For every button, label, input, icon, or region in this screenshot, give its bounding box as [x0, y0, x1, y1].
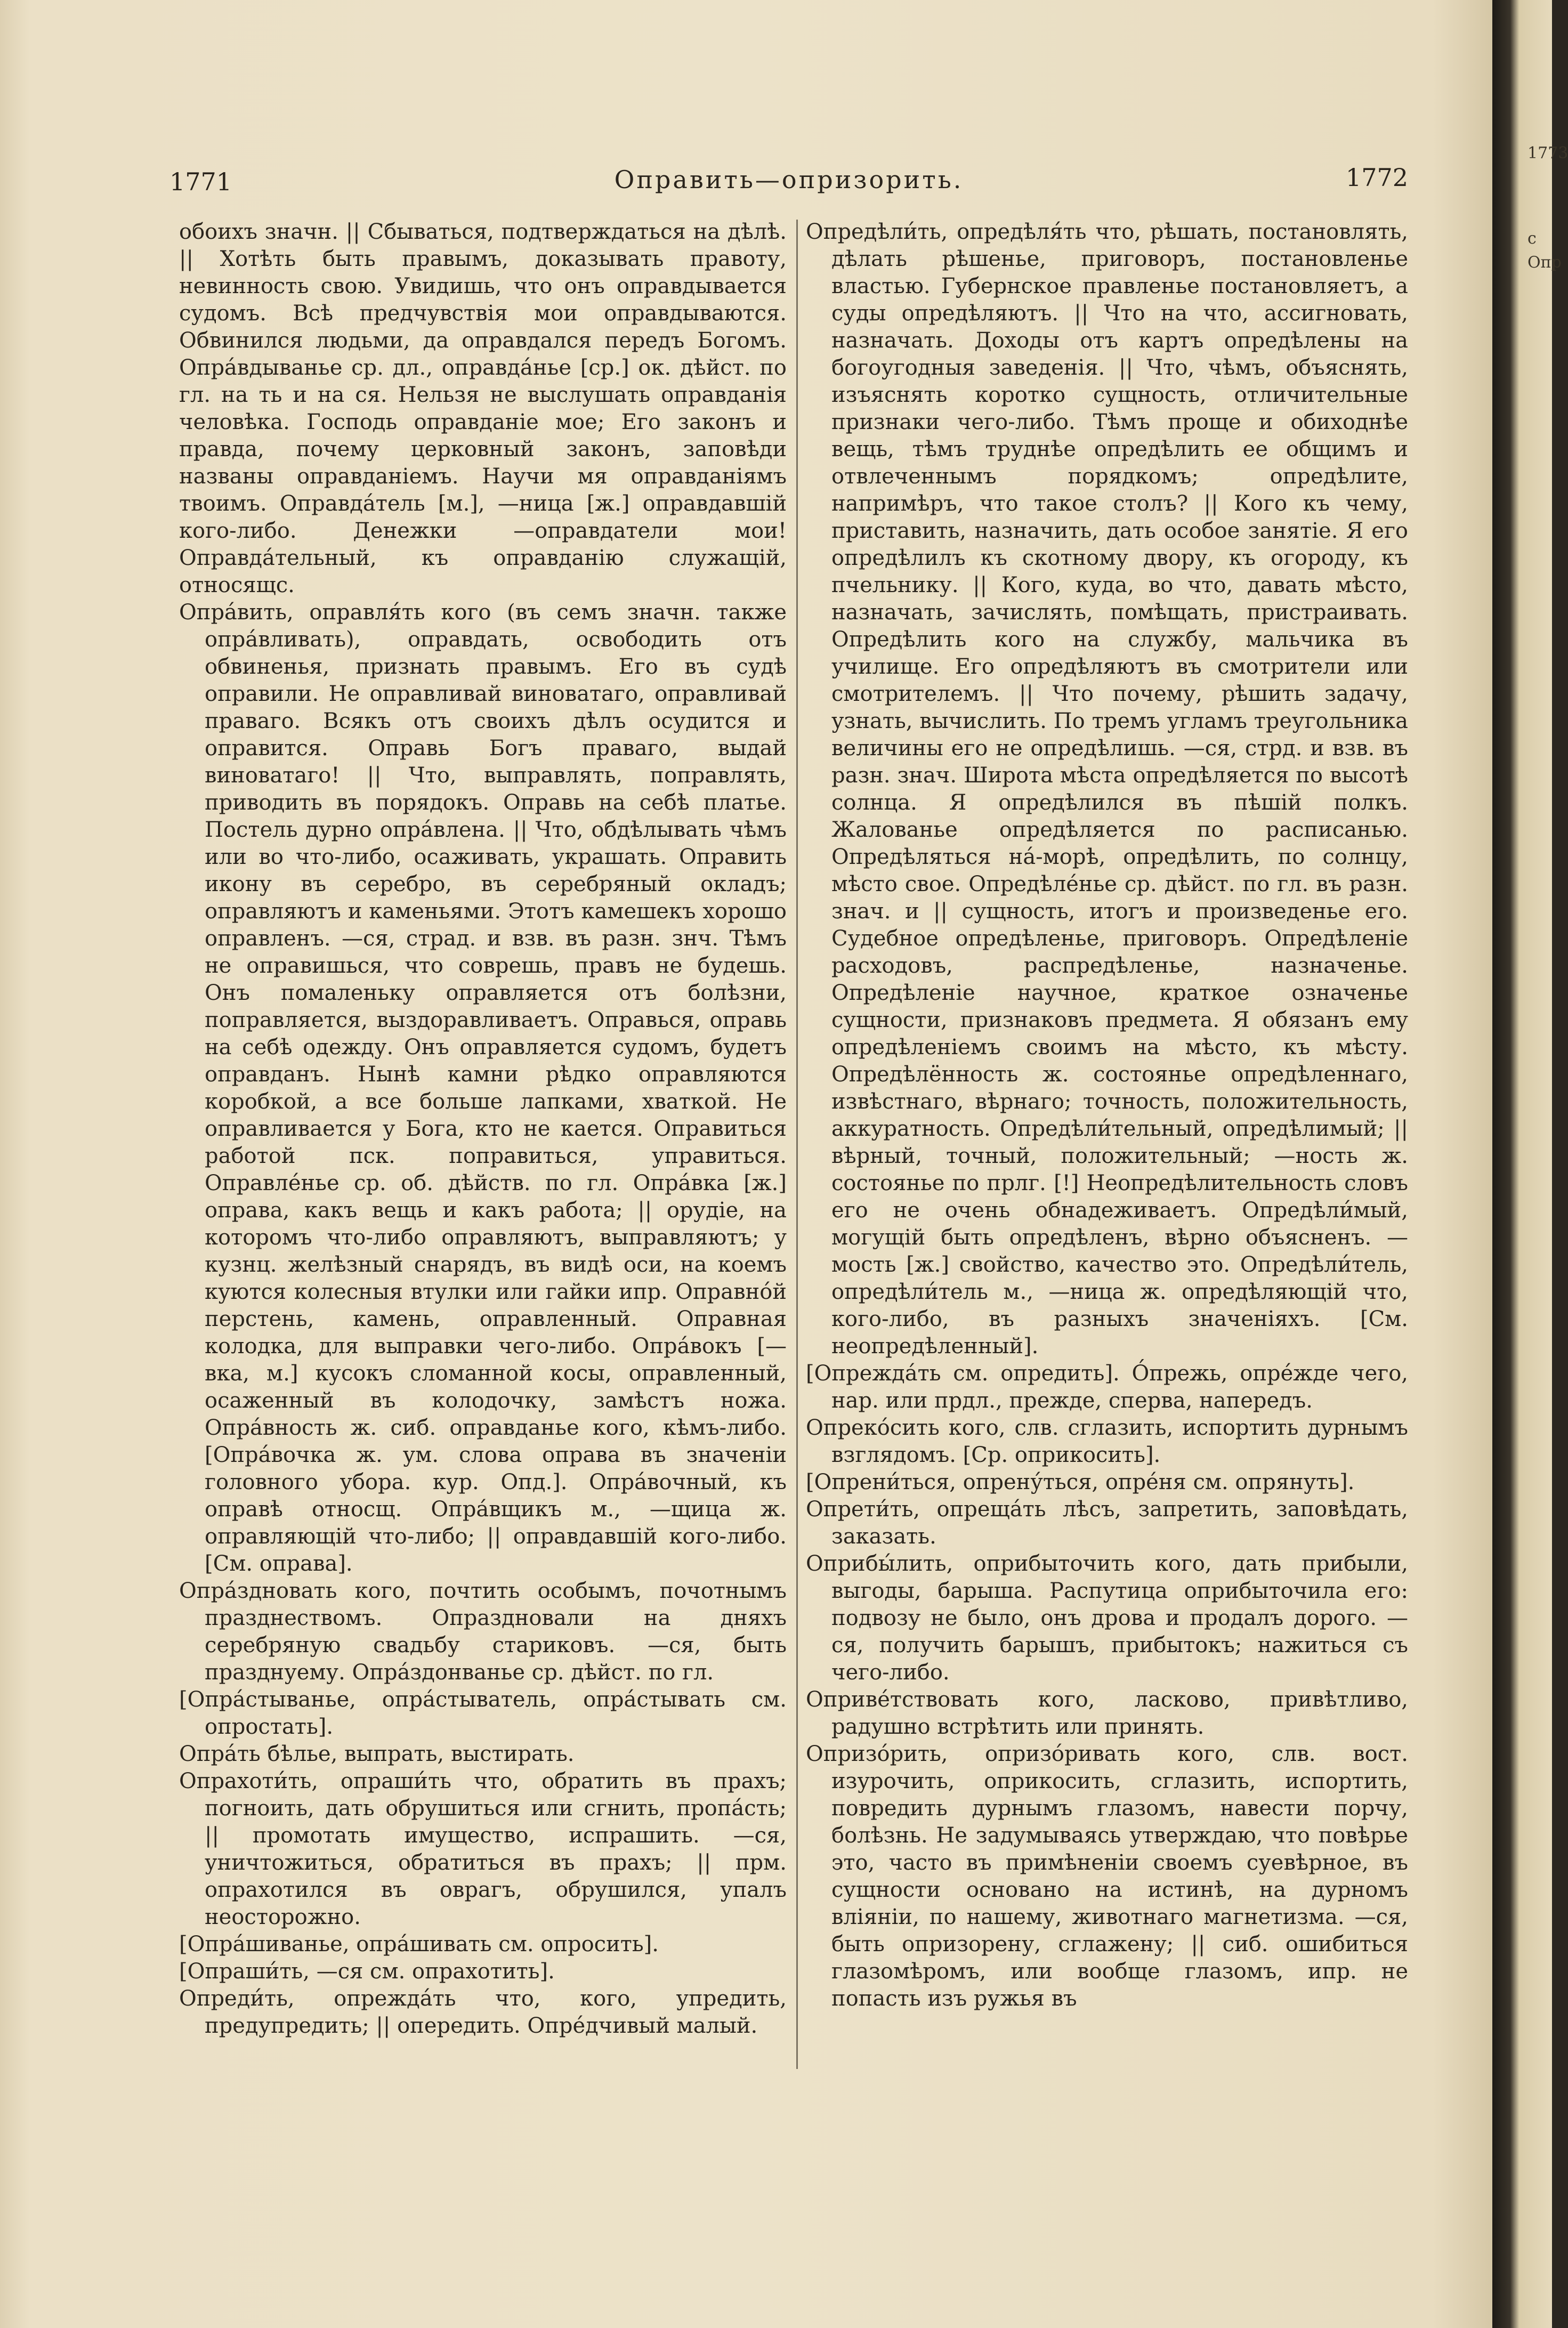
- entry-oprazdnovat: Опра́здновать кого, почтить особымъ, почотнымъ празднествомъ. Опраздновали на дняхъ серебряную свадьбу стариковъ. —ся, быть празднуему. Опра́здонванье ср. дѣйст. по гл.: [179, 1579, 787, 1685]
- page-number-left: 1771: [169, 167, 232, 196]
- entry-oprezhdat: [Опрежда́ть см. опредить]. О́прежь, опре́жде чего, нар. или прдл., прежде, сперва, напередъ.: [806, 1361, 1408, 1413]
- entry-oprashit: [Опраши́ть, —ся см. опрахотить].: [179, 1959, 555, 1984]
- entry-opravdyvatsya: обоихъ значн. || Сбываться, подтверждаться на дѣлѣ. || Хотѣть быть правымъ, доказывать правоту, невинность свою. Увидишь, что онъ оправдывается судомъ. Всѣ предчувствія мои оправдываются. Обвинился людьми, да оправдался передъ Богомъ. Опра́вдываньe ср. дл., оправда́нье [ср.] ок. дѣйст. по гл. на ть и на ся. Нельзя не выслушать оправданія человѣка. Господь оправданіе мое; Его законъ и правда, почему церковный законъ, заповѣди названы оправданіемъ. Научи мя оправданіямъ твоимъ. Оправда́тель [м.], —ница [ж.] оправдавшій кого-либо. Денежки —оправдатели мои! Оправда́тельный, къ оправданію служащій, относящс.: [179, 220, 787, 597]
- entry-oprahotit: Опрахоти́ть, опраши́ть что, обратить въ прахъ; погноить, дать обрушиться или сгнить, пропа́сть; || промотать имущество, испрашить. —ся, уничтожиться, обратиться въ прахъ; || прм. опрахотился въ оврагъ, обрушился, упалъ неосторожно.: [179, 1769, 787, 1929]
- entry-opredit: Опреди́ть, опрежда́ть что, кого, упредить, предупредить; || опередить. Опре́дчивый малый.: [179, 1986, 787, 2038]
- entry-opribylit: Оприбы́лить, оприбыточить кого, дать прибыли, выгоды, барыша. Распутица оприбыточила его: подвозу не было, онъ дрова и продалъ дорого. —ся, получить барышъ, прибытокъ; нажиться съ чего-либо.: [806, 1551, 1408, 1685]
- running-header: [169, 160, 1408, 203]
- entry-opravit: Опра́вить, оправля́ть кого (въ семъ значн. также опра́вливать), оправдать, освободить отъ обвиненья, признать правымъ. Его въ судѣ оправили. Не оправливай виноватаго, оправливай праваго. Всякъ отъ своихъ дѣлъ осудится и оправится. Оправь Богъ праваго, выдай виноватаго! || Что, выправлять, поправлять, приводить въ порядокъ. Оправь на себѣ платье. Постель дурно опра́влена. || Что, обдѣлывать чѣмъ или во что-либо, осаживать, украшать. Оправить икону въ серебро, въ серебряный окладъ; оправляютъ и каменьями. Этотъ камешекъ хорошо оправленъ. —ся, страд. и взв. въ разн. знч. Тѣмъ не оправишься, что соврешь, правъ не будешь. Онъ помаленьку оправляется отъ болѣзни, поправляется, выздоравливаетъ. Оправься, оправь на себѣ одежду. Онъ оправляется судомъ, будетъ оправданъ. Нынѣ камни рѣдко оправляются коробкой, а все больше лапками, хваткой. Не оправливается у Бога, кто не кается. Оправиться работой пск. поправиться, управиться. Оправле́нье ср. об. дѣйств. по гл. Опра́вка [ж.] оправа, какъ вещь и какъ работа; || орудіе, на которомъ что-либо оправляютъ, выправляютъ; у кузнц. желѣзный снарядъ, въ видѣ оси, на коемъ куются колесныя втулки или гайки ипр. Оправно́й перстень, камень, оправленный. Оправная колодка, для выправки чего-либо. Опра́вокъ [—вка, м.] кусокъ сломанной косы, оправленный, осаженный въ колодочку, замѣстъ ножа. Опра́вность ж. сиб. оправданье кого, кѣмъ-либо. [Опра́вочка ж. ум. слова оправа въ значеніи головного убора. кур. Опд.]. Опра́вочный, къ оправѣ относщ. Опра́вщикъ м., —щица ж. оправляющій что-либо; || оправдавшій кого-либо. [См. оправа].: [179, 600, 787, 1576]
- left-column: [179, 219, 787, 2105]
- entry-opredelit: Опредѣли́ть, опредѣля́ть что, рѣшать, постановлять, дѣлать рѣшенье, приговоръ, постановленье властью. Губернское правленье постановляетъ, а суды опредѣляютъ. || Что на что, ассигновать, назначать. Доходы отъ картъ опредѣлены на богоугодныя заведенія. || Что, чѣмъ, объяснять, изъяснять коротко сущность, отличительные признаки чего-либо. Тѣмъ проще и обиходнѣе вещь, тѣмъ труднѣе опредѣлить ее общимъ и отвлеченнымъ порядкомъ; опредѣлите, напримѣръ, что такое столъ? || Кого къ чему, приставить, назначить, дать особое занятіе. Я его опредѣлилъ къ скотному двору, къ огороду, къ пчельнику. || Кого, куда, во что, давать мѣсто, назначать, зачислять, помѣщать, пристраивать. Опредѣлить кого на службу, мальчика въ училище. Его опредѣляютъ въ смотрители или смотрителемъ. || Что почему, рѣшить задачу, узнать, вычислить. По тремъ угламъ треугольника величины его не опредѣлишь. —ся, стрд. и взв. въ разн. знач. Широта мѣста опредѣляется по высотѣ солнца. Я опредѣлился въ пѣшій полкъ. Жалованье опредѣляется по расписанью. Опредѣляться на́-морѣ, опредѣлить, по солнцу, мѣсто свое. Опредѣле́нье ср. дѣйст. по гл. въ разн. знач. и || сущность, итогъ и произведенье его. Судебное опредѣленье, приговоръ. Опредѣленіе расходовъ, распредѣленье, назначенье. Опредѣленіе научное, краткое означенье сущности, признаковъ предмета. Я обязанъ ему опредѣленіемъ своимъ на мѣсто, къ мѣсту. Опредѣлённость ж. состоянье опредѣленнаго, извѣстнаго, вѣрнаго; точность, положительность, аккуратность. Опредѣли́тельный, опредѣлимый; || вѣрный, точный, положительный; —ность ж. состоянье по прлг. [!] Неопредѣлительность словъ его не очень обнадеживаетъ. Опредѣли́мый, могущій быть опредѣленъ, вѣрно объясненъ. —мость [ж.] свойство, качество это. Опредѣли́тель, опредѣли́тель м., —ница ж. опредѣляющій что, кого-либо, въ разныхъ значеніяхъ. [См. неопредѣленный].: [806, 220, 1408, 1359]
- entry-oprivetstvovat: Оприве́тствовать кого, ласково, привѣтливо, радушно встрѣтить или принять.: [806, 1687, 1408, 1739]
- entry-oprenitsya: [Опрени́ться, опрену́ться, опре́ня см. опрянуть].: [806, 1470, 1355, 1494]
- entry-oprashivanie: [Опра́шиванье, опра́шивать см. опросить].: [179, 1932, 659, 1957]
- right-column: [806, 219, 1408, 2105]
- next-page-number-fragment: 1773: [1527, 144, 1568, 163]
- entry-oprastyvanie: [Опра́стыванье, опра́стыватель, опра́стывать см. опростать].: [179, 1687, 787, 1739]
- running-title: Оправить—опризорить.: [614, 165, 964, 194]
- entry-opretit: Опрети́ть, опреща́ть лѣсъ, запретить, заповѣдать, заказать.: [806, 1497, 1408, 1549]
- next-page-text-fragment: Опр: [1527, 253, 1562, 272]
- next-page-edge: [1492, 0, 1552, 2328]
- entry-oprizorit: Опризо́рить, опризо́ривать кого, слв. вост. изурочить, оприкосить, сглазить, испортить, повредить дурнымъ глазомъ, навести порчу, болѣзнь. Не задумываясь утверждаю, что повѣрье это, часто въ примѣненіи своемъ суевѣрное, въ сущности основано на истинѣ, на дурномъ вліяніи, по нашему, животнаго магнетизма. —ся, быть опризорену, сглажену; || сиб. ошибиться глазомѣромъ, или вообще глазомъ, ипр. не попасть изъ ружья въ: [806, 1742, 1408, 2011]
- page-number-right: 1772: [1345, 163, 1408, 192]
- entry-oprat: Опра́ть бѣлье, выпрать, выстирать.: [179, 1742, 575, 1766]
- next-page-text-fragment: с: [1527, 229, 1537, 248]
- entry-oprekosit: Опреко́сить кого, слв. сглазить, испортить дурнымъ взглядомъ. [Ср. оприкосить].: [806, 1416, 1408, 1467]
- column-divider: [796, 220, 798, 2069]
